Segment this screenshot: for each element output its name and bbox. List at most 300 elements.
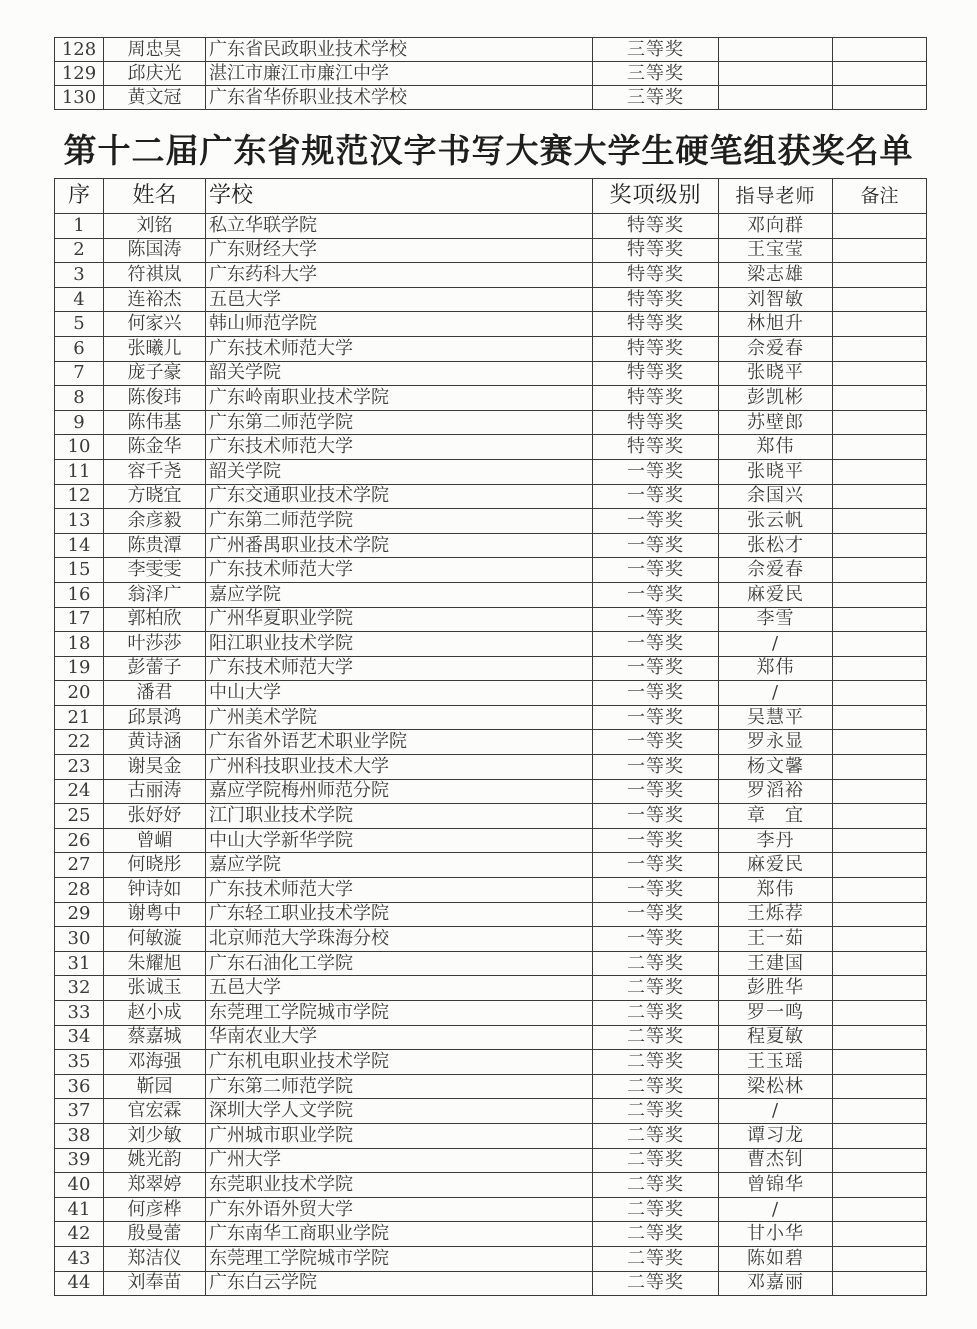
cell-teacher: 王一茹 [719,927,833,952]
cell-award: 特等奖 [593,361,719,386]
cell-note [833,386,927,411]
cell-no: 17 [55,607,104,632]
table-row [55,263,927,288]
cell-note [833,238,927,263]
cell-award: 一等奖 [593,681,719,706]
cell-name: 连裕杰 [104,287,206,312]
cell-school: 嘉应学院 [206,582,593,607]
cell-no: 20 [55,681,104,706]
cell-teacher: 王建国 [719,951,833,976]
cell-school: 韩山师范学院 [206,312,593,337]
cell-no: 31 [55,951,104,976]
table-row [55,1173,927,1198]
table-row [55,214,927,239]
cell-name: 张妤妤 [104,804,206,829]
cell-note [833,38,927,62]
previous-awards-table-body [55,38,927,110]
cell-name: 何敏漩 [104,927,206,952]
cell-award: 二等奖 [593,1123,719,1148]
cell-teacher: 曹杰钊 [719,1148,833,1173]
cell-award: 特等奖 [593,435,719,460]
cell-teacher: 彭凯彬 [719,386,833,411]
cell-note [833,287,927,312]
table-row [55,1074,927,1099]
cell-teacher: 麻爱民 [719,582,833,607]
cell-award: 一等奖 [593,755,719,780]
cell-school: 广东第二师范学院 [206,509,593,534]
cell-teacher: 罗永显 [719,730,833,755]
cell-no: 35 [55,1050,104,1075]
cell-award: 特等奖 [593,214,719,239]
cell-award: 一等奖 [593,828,719,853]
cell-no: 40 [55,1173,104,1198]
cell-teacher: 吴慧平 [719,705,833,730]
cell-no: 32 [55,976,104,1001]
cell-name: 黄文冠 [104,86,206,110]
cell-school: 五邑大学 [206,287,593,312]
cell-name: 刘铭 [104,214,206,239]
table-row [55,927,927,952]
cell-teacher: 张晓平 [719,361,833,386]
cell-teacher: 林旭升 [719,312,833,337]
cell-name: 陈俊玮 [104,386,206,411]
cell-school: 北京师范大学珠海分校 [206,927,593,952]
table-row [55,410,927,435]
cell-note [833,336,927,361]
cell-note [833,410,927,435]
cell-school: 五邑大学 [206,976,593,1001]
cell-award: 一等奖 [593,607,719,632]
table-row [55,86,927,110]
cell-note [833,1222,927,1247]
cell-no: 26 [55,828,104,853]
cell-teacher: 郑伟 [719,878,833,903]
cell-name: 陈国涛 [104,238,206,263]
cell-teacher: 佘爱春 [719,336,833,361]
cell-name: 翁泽广 [104,582,206,607]
cell-award: 特等奖 [593,287,719,312]
cell-name: 陈伟基 [104,410,206,435]
table-row [55,582,927,607]
cell-no: 29 [55,902,104,927]
cell-name: 曾嵋 [104,828,206,853]
cell-note [833,62,927,86]
cell-no: 21 [55,705,104,730]
cell-school: 广州科技职业技术大学 [206,755,593,780]
cell-award: 一等奖 [593,705,719,730]
cell-name: 陈金华 [104,435,206,460]
header-school: 学校 [206,179,593,214]
cell-school: 广州华夏职业学院 [206,607,593,632]
cell-name: 古丽涛 [104,779,206,804]
cell-note [833,927,927,952]
cell-award: 一等奖 [593,509,719,534]
cell-note [833,1246,927,1271]
cell-no: 41 [55,1197,104,1222]
cell-award: 一等奖 [593,730,719,755]
cell-no: 22 [55,730,104,755]
page-title: 第十二届广东省规范汉字书写大赛大学生硬笔组获奖名单 [63,131,914,170]
cell-teacher: 章 宜 [719,804,833,829]
cell-teacher: / [719,1099,833,1124]
table-row [55,779,927,804]
cell-no: 128 [55,38,104,62]
cell-no: 43 [55,1246,104,1271]
cell-no: 13 [55,509,104,534]
cell-no: 36 [55,1074,104,1099]
cell-school: 嘉应学院 [206,853,593,878]
cell-teacher: 王烁荐 [719,902,833,927]
cell-teacher: 佘爱春 [719,558,833,583]
cell-name: 庞子豪 [104,361,206,386]
cell-no: 14 [55,533,104,558]
cell-teacher: / [719,632,833,657]
cell-school: 广东药科大学 [206,263,593,288]
cell-award: 二等奖 [593,1074,719,1099]
cell-note [833,435,927,460]
cell-teacher [719,38,833,62]
cell-school: 东莞理工学院城市学院 [206,1001,593,1026]
table-row [55,386,927,411]
cell-award: 一等奖 [593,533,719,558]
cell-name: 钟诗如 [104,878,206,903]
cell-award: 二等奖 [593,1001,719,1026]
cell-note [833,1099,927,1124]
cell-award: 二等奖 [593,1025,719,1050]
cell-name: 何晓彤 [104,853,206,878]
cell-no: 18 [55,632,104,657]
cell-no: 2 [55,238,104,263]
cell-note [833,1123,927,1148]
cell-award: 二等奖 [593,951,719,976]
cell-teacher: 甘小华 [719,1222,833,1247]
table-row [55,853,927,878]
cell-award: 二等奖 [593,976,719,1001]
cell-name: 赵小成 [104,1001,206,1026]
table-header [55,179,927,214]
cell-no: 4 [55,287,104,312]
cell-school: 广东岭南职业技术学院 [206,386,593,411]
cell-name: 余彦毅 [104,509,206,534]
cell-school: 私立华联学院 [206,214,593,239]
cell-no: 23 [55,755,104,780]
table-row [55,1222,927,1247]
cell-school: 广州番禺职业技术学院 [206,533,593,558]
cell-award: 二等奖 [593,1050,719,1075]
cell-school: 湛江市廉江市廉江中学 [206,62,593,86]
cell-teacher: 余国兴 [719,484,833,509]
cell-name: 叶莎莎 [104,632,206,657]
cell-school: 广东省民政职业技术学校 [206,38,593,62]
award-list-table-body [55,214,927,1296]
cell-teacher: 罗滔裕 [719,779,833,804]
cell-no: 15 [55,558,104,583]
cell-no: 129 [55,62,104,86]
cell-name: 黄诗涵 [104,730,206,755]
cell-name: 李雯雯 [104,558,206,583]
cell-teacher: 李丹 [719,828,833,853]
cell-school: 广东轻工职业技术学院 [206,902,593,927]
cell-name: 邱庆光 [104,62,206,86]
table-row [55,287,927,312]
cell-note [833,1148,927,1173]
cell-note [833,1271,927,1296]
cell-no: 6 [55,336,104,361]
cell-no: 10 [55,435,104,460]
cell-award: 二等奖 [593,1099,719,1124]
header-no: 序 [55,179,104,214]
cell-name: 张诚玉 [104,976,206,1001]
cell-note [833,976,927,1001]
cell-school: 中山大学新华学院 [206,828,593,853]
table-row [55,1271,927,1296]
cell-note [833,509,927,534]
cell-note [833,582,927,607]
cell-note [833,214,927,239]
table-row [55,878,927,903]
cell-name: 陈贵潭 [104,533,206,558]
cell-note [833,779,927,804]
cell-note [833,1050,927,1075]
cell-award: 二等奖 [593,1173,719,1198]
cell-no: 19 [55,656,104,681]
cell-teacher [719,86,833,110]
cell-award: 三等奖 [593,62,719,86]
cell-note [833,828,927,853]
table-row [55,62,927,86]
cell-name: 郭柏欣 [104,607,206,632]
cell-name: 靳园 [104,1074,206,1099]
cell-no: 30 [55,927,104,952]
cell-no: 25 [55,804,104,829]
cell-note [833,681,927,706]
header-award: 奖项级别 [593,179,719,214]
cell-award: 一等奖 [593,632,719,657]
cell-school: 广东技术师范大学 [206,558,593,583]
cell-award: 特等奖 [593,410,719,435]
table-row [55,484,927,509]
cell-school: 东莞理工学院城市学院 [206,1246,593,1271]
cell-note [833,459,927,484]
cell-teacher: 刘智敏 [719,287,833,312]
table-row [55,435,927,460]
cell-name: 周忠昊 [104,38,206,62]
cell-award: 三等奖 [593,38,719,62]
cell-teacher [719,62,833,86]
cell-note [833,1074,927,1099]
cell-teacher: 杨文馨 [719,755,833,780]
cell-note [833,656,927,681]
table-row [55,607,927,632]
cell-name: 潘君 [104,681,206,706]
cell-name: 谢昊金 [104,755,206,780]
cell-note [833,804,927,829]
cell-no: 34 [55,1025,104,1050]
table-row [55,951,927,976]
cell-name: 何彦桦 [104,1197,206,1222]
cell-note [833,705,927,730]
cell-no: 33 [55,1001,104,1026]
header-name: 姓名 [104,179,206,214]
cell-note [833,902,927,927]
cell-teacher: 曾锦华 [719,1173,833,1198]
previous-awards-table [54,37,927,110]
cell-award: 三等奖 [593,86,719,110]
cell-award: 特等奖 [593,336,719,361]
cell-school: 广东财经大学 [206,238,593,263]
cell-school: 广东机电职业技术学院 [206,1050,593,1075]
cell-no: 11 [55,459,104,484]
cell-name: 张曦儿 [104,336,206,361]
cell-teacher: 彭胜华 [719,976,833,1001]
cell-note [833,607,927,632]
cell-name: 朱耀旭 [104,951,206,976]
cell-school: 东莞职业技术学院 [206,1173,593,1198]
cell-award: 二等奖 [593,1271,719,1296]
cell-no: 1 [55,214,104,239]
cell-note [833,951,927,976]
table-row [55,336,927,361]
cell-award: 二等奖 [593,1148,719,1173]
cell-award: 二等奖 [593,1246,719,1271]
cell-name: 郑洁仪 [104,1246,206,1271]
cell-note [833,533,927,558]
cell-teacher: 郑伟 [719,435,833,460]
table-row [55,1246,927,1271]
cell-school: 韶关学院 [206,459,593,484]
cell-no: 5 [55,312,104,337]
header-teacher: 指导老师 [719,179,833,214]
cell-award: 二等奖 [593,1197,719,1222]
cell-name: 方晓宜 [104,484,206,509]
cell-no: 8 [55,386,104,411]
cell-name: 殷曼蕾 [104,1222,206,1247]
cell-name: 何家兴 [104,312,206,337]
cell-no: 42 [55,1222,104,1247]
cell-school: 江门职业技术学院 [206,804,593,829]
cell-school: 深圳大学人文学院 [206,1099,593,1124]
cell-name: 官宏霖 [104,1099,206,1124]
header-row [55,179,927,214]
cell-award: 特等奖 [593,238,719,263]
cell-note [833,632,927,657]
cell-award: 一等奖 [593,927,719,952]
cell-school: 广东南华工商职业学院 [206,1222,593,1247]
cell-note [833,853,927,878]
table-row [55,681,927,706]
cell-no: 27 [55,853,104,878]
cell-note [833,1001,927,1026]
cell-note [833,484,927,509]
cell-school: 广东省外语艺术职业学院 [206,730,593,755]
cell-note [833,1173,927,1198]
cell-note [833,755,927,780]
cell-name: 郑翠婷 [104,1173,206,1198]
cell-teacher: / [719,681,833,706]
cell-award: 特等奖 [593,263,719,288]
cell-name: 蔡嘉城 [104,1025,206,1050]
cell-school: 广东第二师范学院 [206,1074,593,1099]
cell-teacher: 苏壁郎 [719,410,833,435]
cell-teacher: 梁志雄 [719,263,833,288]
cell-teacher: 邓嘉丽 [719,1271,833,1296]
cell-school: 广东技术师范大学 [206,435,593,460]
cell-name: 姚光韵 [104,1148,206,1173]
header-note: 备注 [833,179,927,214]
cell-no: 3 [55,263,104,288]
cell-no: 24 [55,779,104,804]
cell-no: 39 [55,1148,104,1173]
table-row [55,828,927,853]
cell-name: 彭蕾子 [104,656,206,681]
cell-teacher: 郑伟 [719,656,833,681]
cell-award: 一等奖 [593,459,719,484]
table-row [55,804,927,829]
cell-teacher: 陈如碧 [719,1246,833,1271]
cell-school: 广东外语外贸大学 [206,1197,593,1222]
cell-name: 邱景鸿 [104,705,206,730]
cell-no: 37 [55,1099,104,1124]
cell-award: 特等奖 [593,312,719,337]
cell-school: 广东石油化工学院 [206,951,593,976]
table-row [55,976,927,1001]
table-row [55,1148,927,1173]
cell-school: 广东第二师范学院 [206,410,593,435]
cell-school: 韶关学院 [206,361,593,386]
cell-name: 邓海强 [104,1050,206,1075]
cell-award: 一等奖 [593,558,719,583]
table-row [55,238,927,263]
table-row [55,1099,927,1124]
cell-school: 广东技术师范大学 [206,336,593,361]
cell-school: 广东交通职业技术学院 [206,484,593,509]
table-row [55,361,927,386]
cell-teacher: 王玉瑶 [719,1050,833,1075]
table-row [55,459,927,484]
cell-school: 广州美术学院 [206,705,593,730]
cell-award: 一等奖 [593,484,719,509]
cell-note [833,361,927,386]
cell-name: 谢粤中 [104,902,206,927]
cell-school: 广东白云学院 [206,1271,593,1296]
cell-no: 28 [55,878,104,903]
cell-award: 一等奖 [593,656,719,681]
cell-school: 广东技术师范大学 [206,878,593,903]
table-row [55,1050,927,1075]
cell-school: 广州大学 [206,1148,593,1173]
cell-note [833,263,927,288]
cell-name: 刘少敏 [104,1123,206,1148]
table-row [55,533,927,558]
cell-school: 广州城市职业学院 [206,1123,593,1148]
cell-name: 容千尧 [104,459,206,484]
cell-no: 9 [55,410,104,435]
cell-award: 特等奖 [593,386,719,411]
cell-note [833,878,927,903]
table-row [55,902,927,927]
cell-teacher: / [719,1197,833,1222]
cell-school: 广东技术师范大学 [206,656,593,681]
cell-note [833,1025,927,1050]
cell-award: 一等奖 [593,853,719,878]
cell-school: 阳江职业技术学院 [206,632,593,657]
cell-no: 38 [55,1123,104,1148]
cell-teacher: 邓向群 [719,214,833,239]
cell-no: 44 [55,1271,104,1296]
cell-school: 嘉应学院梅州师范分院 [206,779,593,804]
table-row [55,755,927,780]
cell-no: 12 [55,484,104,509]
